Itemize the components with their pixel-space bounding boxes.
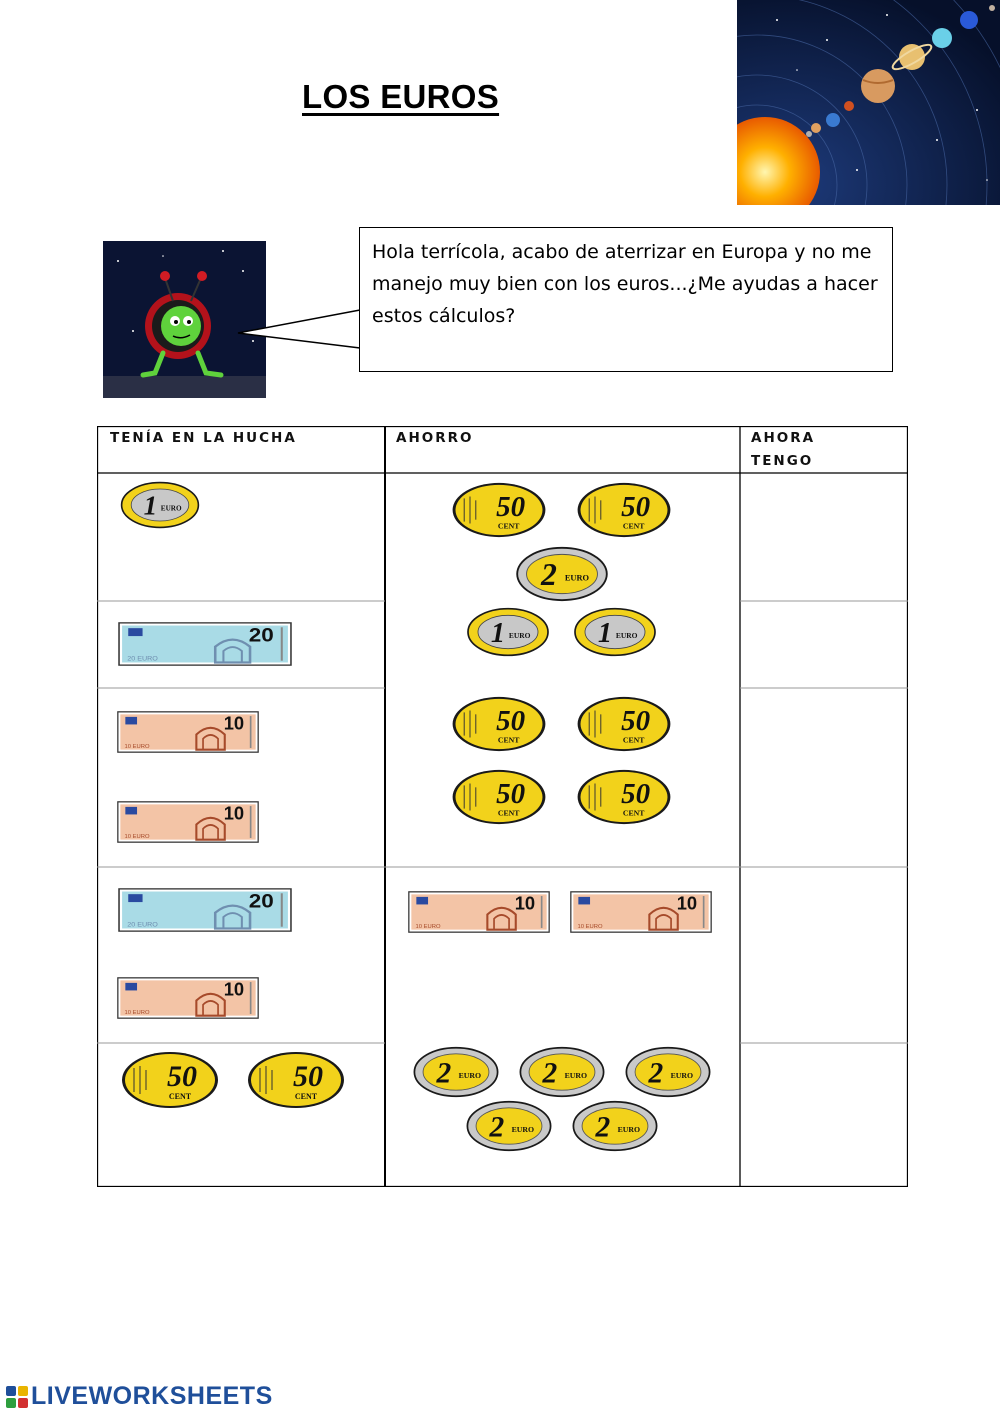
answer-cell-row4[interactable] — [742, 869, 905, 1041]
twenty-euro-note-icon — [118, 888, 292, 932]
svg-text:50: 50 — [167, 1060, 197, 1093]
svg-text:2: 2 — [648, 1057, 664, 1090]
fifty-cent-coin-icon — [573, 695, 675, 753]
solar-system-image — [737, 0, 1000, 205]
svg-text:10: 10 — [223, 978, 245, 1000]
svg-text:50: 50 — [496, 777, 526, 810]
svg-text:CENT: CENT — [622, 735, 645, 745]
svg-text:50: 50 — [621, 704, 651, 737]
svg-text:20: 20 — [248, 890, 274, 912]
svg-text:10 EURO: 10 EURO — [124, 833, 150, 840]
two-euro-coin-icon — [512, 1046, 612, 1098]
svg-text:CENT: CENT — [168, 1092, 192, 1101]
svg-text:10 EURO: 10 EURO — [124, 1009, 150, 1016]
two-euro-coin-icon — [513, 546, 611, 602]
svg-text:2: 2 — [542, 1057, 558, 1090]
liveworksheets-logo-icon — [6, 1386, 28, 1408]
svg-text:50: 50 — [621, 777, 651, 810]
svg-text:2: 2 — [595, 1111, 611, 1144]
svg-text:1: 1 — [143, 490, 158, 521]
svg-text:50: 50 — [621, 490, 651, 523]
ten-euro-note-icon — [570, 891, 712, 933]
svg-text:EURO: EURO — [458, 1071, 482, 1081]
fifty-cent-coin-icon — [448, 481, 550, 539]
svg-text:10 EURO: 10 EURO — [577, 923, 603, 930]
svg-text:2: 2 — [489, 1111, 505, 1144]
answer-cell-row5[interactable] — [742, 1045, 905, 1184]
svg-text:2: 2 — [436, 1057, 452, 1090]
svg-text:50: 50 — [496, 490, 526, 523]
fifty-cent-coin-icon — [118, 1050, 222, 1110]
page-title: LOS EUROS — [302, 78, 500, 115]
speech-bubble-tail — [236, 300, 362, 360]
svg-text:20 EURO: 20 EURO — [127, 922, 158, 929]
svg-text:50: 50 — [293, 1060, 323, 1093]
speech-bubble: Hola terrícola, acabo de aterrizar en Europa y no me manejo muy bien con los euros...¿Me ayudas a hacer estos cálculos? — [359, 227, 893, 372]
two-euro-coin-icon — [565, 1100, 665, 1152]
svg-text:50: 50 — [496, 704, 526, 737]
two-euro-coin-icon — [618, 1046, 718, 1098]
one-euro-coin-icon — [466, 607, 550, 657]
svg-text:10: 10 — [223, 712, 245, 734]
svg-text:EURO: EURO — [617, 1125, 641, 1135]
ten-euro-note-icon — [117, 801, 259, 843]
one-euro-coin-icon — [573, 607, 657, 657]
fifty-cent-coin-icon — [448, 695, 550, 753]
svg-text:2: 2 — [541, 557, 557, 593]
fifty-cent-coin-icon — [244, 1050, 348, 1110]
header-ahora-tengo: AHORA TENGO — [751, 430, 816, 469]
svg-text:10 EURO: 10 EURO — [415, 923, 441, 930]
svg-text:EURO: EURO — [670, 1071, 694, 1081]
svg-text:CENT: CENT — [497, 735, 520, 745]
svg-text:CENT: CENT — [497, 521, 520, 531]
svg-text:1: 1 — [597, 618, 613, 649]
svg-text:EURO: EURO — [160, 504, 182, 513]
svg-text:CENT: CENT — [622, 521, 645, 531]
svg-text:EURO: EURO — [508, 630, 531, 640]
ten-euro-note-icon — [117, 977, 259, 1019]
svg-text:20 EURO: 20 EURO — [127, 656, 158, 663]
svg-text:EURO: EURO — [615, 630, 638, 640]
svg-text:CENT: CENT — [497, 808, 520, 818]
fifty-cent-coin-icon — [573, 481, 675, 539]
svg-text:20: 20 — [248, 624, 274, 646]
svg-text:CENT: CENT — [622, 808, 645, 818]
svg-text:EURO: EURO — [564, 1071, 588, 1081]
ten-euro-note-icon — [117, 711, 259, 753]
svg-text:10: 10 — [223, 802, 245, 824]
header-ahorro: AHORRO — [396, 430, 474, 446]
two-euro-coin-icon — [459, 1100, 559, 1152]
footer-brand[interactable] — [6, 1382, 273, 1411]
two-euro-coin-icon — [406, 1046, 506, 1098]
fifty-cent-coin-icon — [448, 768, 550, 826]
svg-text:EURO: EURO — [511, 1125, 535, 1135]
svg-text:EURO: EURO — [564, 573, 590, 583]
answer-cell-row2[interactable] — [742, 603, 905, 687]
svg-text:10: 10 — [514, 892, 536, 914]
svg-text:10 EURO: 10 EURO — [124, 743, 150, 750]
one-euro-coin-icon — [118, 481, 202, 529]
svg-text:1: 1 — [490, 618, 506, 649]
header-tenia: TENÍA EN LA HUCHA — [110, 430, 297, 446]
svg-text:10: 10 — [676, 892, 698, 914]
twenty-euro-note-icon — [118, 622, 292, 666]
footer-brand-text: LIVEWORKSHEETS — [31, 1382, 273, 1410]
answer-cell-row1[interactable] — [742, 475, 905, 599]
ten-euro-note-icon — [408, 891, 550, 933]
svg-text:CENT: CENT — [294, 1092, 318, 1101]
fifty-cent-coin-icon — [573, 768, 675, 826]
answer-cell-row3[interactable] — [742, 690, 905, 865]
